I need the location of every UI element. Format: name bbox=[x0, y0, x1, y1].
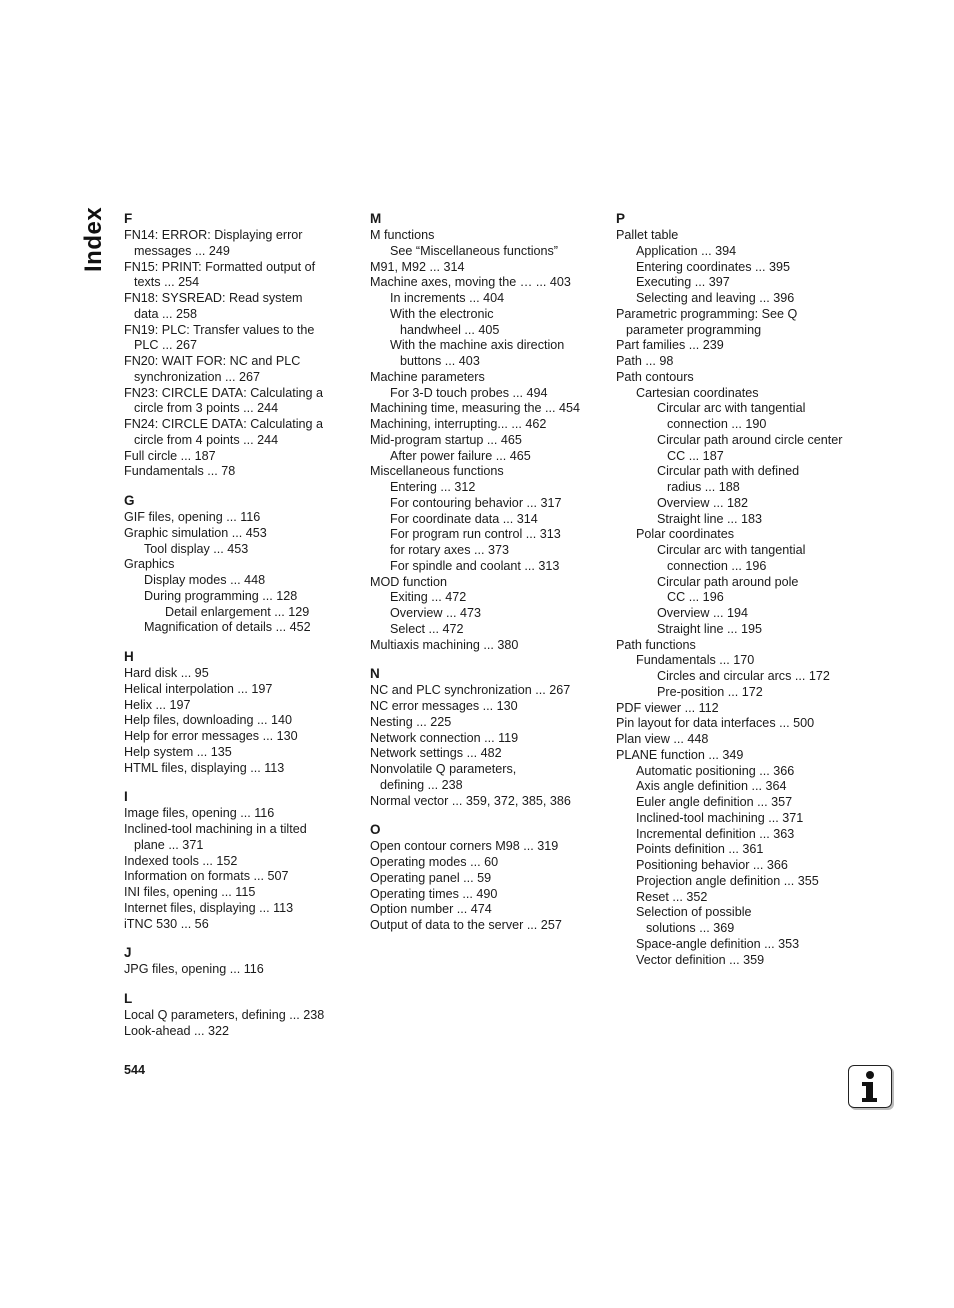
entry-text: Look-ahead ... 322 bbox=[124, 1023, 230, 1038]
entry-text: Plan view ... 448 bbox=[616, 732, 709, 746]
index-entry bbox=[370, 794, 598, 810]
index-entry bbox=[124, 291, 350, 323]
index-entry bbox=[370, 638, 598, 654]
index-entry bbox=[124, 449, 350, 465]
entry-continuation: radius ... 188 bbox=[667, 480, 740, 494]
index-entry bbox=[370, 433, 598, 449]
entry-text: Circular path around circle center bbox=[657, 432, 843, 447]
entry-text: Normal vector ... 359, 372, 385, 386 bbox=[370, 793, 571, 808]
entry-text: In increments ... 404 bbox=[390, 291, 505, 305]
entry-text: Information on formats ... 507 bbox=[124, 869, 289, 884]
entry-continuation: defining ... 238 bbox=[380, 777, 463, 792]
index-entry bbox=[616, 716, 856, 732]
entry-text: Inclined-tool machining ... 371 bbox=[636, 810, 804, 825]
section-letter: I bbox=[124, 789, 128, 805]
entry-text: See “Miscellaneous functions” bbox=[390, 243, 558, 258]
entry-text: Tool display ... 453 bbox=[144, 541, 249, 556]
entry-text: Circular arc with tangential bbox=[657, 543, 806, 557]
entry-text: Selection of possible bbox=[636, 905, 752, 920]
index-entry bbox=[370, 464, 598, 480]
entry-text: Inclined-tool machining in a tilted bbox=[124, 822, 307, 836]
index-entry bbox=[124, 822, 350, 854]
index-entry bbox=[616, 622, 856, 638]
entry-text: Path contours bbox=[616, 369, 694, 384]
entry-text: Graphics bbox=[124, 557, 175, 572]
entry-text: Image files, opening ... 116 bbox=[124, 806, 275, 821]
index-entry bbox=[124, 228, 350, 260]
entry-continuation: messages ... 249 bbox=[134, 243, 230, 258]
entry-text: FN24: CIRCLE DATA: Calculating a bbox=[124, 417, 324, 431]
index-entry bbox=[370, 715, 598, 731]
entry-text: For contouring behavior ... 317 bbox=[390, 495, 562, 510]
entry-text: PLANE function ... 349 bbox=[616, 747, 744, 762]
index-entry bbox=[124, 510, 350, 526]
index-entry bbox=[616, 401, 856, 433]
index-entry bbox=[616, 842, 856, 858]
index-entry bbox=[616, 653, 856, 669]
entry-text: MOD function bbox=[370, 574, 447, 589]
entry-text: Exiting ... 472 bbox=[390, 590, 467, 605]
entry-continuation: texts ... 254 bbox=[134, 275, 200, 290]
page-number: 544 bbox=[124, 1063, 146, 1077]
entry-text: Circular path with defined bbox=[657, 464, 800, 479]
index-entry bbox=[124, 713, 350, 729]
index-entry bbox=[370, 590, 598, 606]
entry-text: Path ... 98 bbox=[616, 354, 674, 368]
entry-text: Path functions bbox=[616, 637, 696, 652]
index-entry bbox=[370, 338, 598, 370]
entry-text: Pre-position ... 172 bbox=[657, 684, 763, 699]
entry-text: Full circle ... 187 bbox=[124, 448, 216, 463]
index-section bbox=[370, 822, 598, 934]
index-entry bbox=[616, 811, 856, 827]
entry-text: Network connection ... 119 bbox=[370, 730, 519, 745]
index-section bbox=[124, 789, 350, 932]
entry-text: Local Q parameters, defining ... 238 bbox=[124, 1008, 325, 1022]
index-section bbox=[124, 493, 350, 636]
index-entry bbox=[370, 575, 598, 591]
entry-text: Network settings ... 482 bbox=[370, 746, 502, 761]
index-entry bbox=[124, 854, 350, 870]
entry-text: FN14: ERROR: Displaying error bbox=[124, 228, 303, 242]
entry-text: Help files, downloading ... 140 bbox=[124, 713, 293, 728]
entry-text: Circles and circular arcs ... 172 bbox=[657, 669, 830, 683]
index-entry bbox=[124, 962, 350, 978]
entry-text: Helical interpolation ... 197 bbox=[124, 681, 273, 696]
index-entry bbox=[616, 307, 856, 339]
section-letter: P bbox=[616, 211, 626, 226]
index-entry bbox=[124, 542, 350, 558]
index-column-1 bbox=[124, 211, 350, 1053]
entry-continuation: CC ... 187 bbox=[667, 448, 724, 463]
index-entry bbox=[616, 685, 856, 701]
index-entry bbox=[616, 543, 856, 575]
index-column-3 bbox=[616, 211, 856, 981]
index-entry bbox=[616, 638, 856, 654]
entry-text: Cartesian coordinates bbox=[636, 385, 759, 400]
entry-continuation: CC ... 196 bbox=[667, 590, 724, 605]
entry-continuation: solutions ... 369 bbox=[646, 921, 735, 935]
entry-text: Select ... 472 bbox=[390, 621, 464, 636]
entry-text: Space-angle definition ... 353 bbox=[636, 936, 800, 951]
section-letter: F bbox=[124, 211, 133, 226]
entry-text: Machining, interrupting... ... 462 bbox=[370, 417, 547, 431]
entry-text: During programming ... 128 bbox=[144, 588, 298, 603]
entry-text: With the electronic bbox=[390, 306, 494, 321]
index-entry bbox=[370, 260, 598, 276]
index-entry bbox=[124, 557, 350, 573]
entry-text: Entering ... 312 bbox=[390, 480, 476, 494]
entry-continuation: connection ... 190 bbox=[667, 417, 767, 431]
entry-text: For program run control ... 313 bbox=[390, 527, 561, 542]
entry-text: Straight line ... 183 bbox=[657, 511, 763, 526]
index-entry bbox=[616, 795, 856, 811]
entry-text: for rotary axes ... 373 bbox=[390, 543, 509, 557]
section-letter: O bbox=[370, 822, 381, 838]
index-entry bbox=[124, 745, 350, 761]
index-entry bbox=[370, 228, 598, 244]
entry-text: With the machine axis direction bbox=[390, 338, 565, 353]
entry-text: Help for error messages ... 130 bbox=[124, 729, 298, 743]
entry-text: For 3-D touch probes ... 494 bbox=[390, 385, 548, 400]
entry-text: Operating modes ... 60 bbox=[370, 855, 499, 869]
index-entry bbox=[616, 779, 856, 795]
entry-text: Vector definition ... 359 bbox=[636, 952, 765, 967]
section-letter: H bbox=[124, 649, 134, 664]
index-entry bbox=[370, 606, 598, 622]
entry-text: Incremental definition ... 363 bbox=[636, 826, 795, 841]
info-glyph bbox=[856, 1070, 884, 1104]
entry-text: Straight line ... 195 bbox=[657, 621, 763, 636]
index-entry bbox=[370, 871, 598, 887]
index-entry bbox=[124, 761, 350, 777]
index-section bbox=[370, 211, 598, 653]
entry-text: Points definition ... 361 bbox=[636, 842, 764, 857]
entry-text: Display modes ... 448 bbox=[144, 573, 266, 587]
entry-text: Magnification of details ... 452 bbox=[144, 620, 311, 635]
index-entry bbox=[370, 291, 598, 307]
entry-text: FN19: PLC: Transfer values to the bbox=[124, 322, 315, 337]
index-entry bbox=[370, 559, 598, 575]
entry-text: Positioning behavior ... 366 bbox=[636, 858, 788, 872]
index-entry bbox=[616, 953, 856, 969]
index-entry bbox=[370, 855, 598, 871]
entry-text: Overview ... 182 bbox=[657, 495, 748, 510]
index-entry bbox=[370, 699, 598, 715]
info-icon bbox=[848, 1065, 892, 1108]
entry-text: Circular arc with tangential bbox=[657, 401, 806, 416]
entry-continuation: circle from 4 points ... 244 bbox=[134, 432, 279, 447]
entry-text: Indexed tools ... 152 bbox=[124, 853, 238, 868]
index-entry bbox=[370, 902, 598, 918]
index-entry bbox=[370, 480, 598, 496]
index-entry bbox=[124, 885, 350, 901]
entry-text: Application ... 394 bbox=[636, 243, 737, 258]
entry-text: iTNC 530 ... 56 bbox=[124, 916, 209, 931]
index-entry bbox=[124, 464, 350, 480]
entry-text: Internet files, displaying ... 113 bbox=[124, 900, 294, 915]
entry-text: Executing ... 397 bbox=[636, 275, 730, 290]
entry-text: Entering coordinates ... 395 bbox=[636, 259, 791, 274]
entry-text: Polar coordinates bbox=[636, 527, 735, 542]
index-entry bbox=[616, 228, 856, 244]
entry-continuation: synchronization ... 267 bbox=[134, 369, 261, 384]
index-entry bbox=[124, 620, 350, 636]
index-entry bbox=[124, 260, 350, 292]
entry-continuation: data ... 258 bbox=[134, 306, 198, 321]
index-entry bbox=[616, 606, 856, 622]
index-entry bbox=[616, 354, 856, 370]
entry-text: Option number ... 474 bbox=[370, 902, 492, 917]
index-section bbox=[124, 649, 350, 776]
index-entry bbox=[616, 748, 856, 764]
index-entry bbox=[370, 622, 598, 638]
index-entry bbox=[124, 698, 350, 714]
index-entry bbox=[370, 839, 598, 855]
index-entry bbox=[370, 386, 598, 402]
entry-text: Fundamentals ... 78 bbox=[124, 464, 236, 479]
entry-text: Pallet table bbox=[616, 228, 679, 242]
entry-text: Part families ... 239 bbox=[616, 338, 724, 353]
index-entry bbox=[616, 732, 856, 748]
entry-text: Projection angle definition ... 355 bbox=[636, 873, 819, 888]
index-entry bbox=[616, 512, 856, 528]
entry-text: Machine axes, moving the … ... 403 bbox=[370, 275, 571, 290]
entry-continuation: parameter programming bbox=[626, 322, 762, 337]
entry-text: Open contour corners M98 ... 319 bbox=[370, 839, 559, 854]
entry-text: Overview ... 473 bbox=[390, 606, 481, 620]
index-entry bbox=[124, 573, 350, 589]
index-entry bbox=[616, 244, 856, 260]
entry-continuation: plane ... 371 bbox=[134, 837, 204, 852]
entry-text: Detail enlargement ... 129 bbox=[165, 604, 310, 619]
index-entry bbox=[616, 496, 856, 512]
index-column-2 bbox=[370, 211, 598, 947]
entry-text: M functions bbox=[370, 228, 435, 242]
index-entry bbox=[616, 937, 856, 953]
entry-text: Pin layout for data interfaces ... 500 bbox=[616, 716, 815, 731]
entry-text: Automatic positioning ... 366 bbox=[636, 763, 795, 778]
entry-text: Machining time, measuring the ... 454 bbox=[370, 401, 581, 416]
index-entry bbox=[124, 417, 350, 449]
index-entry bbox=[616, 370, 856, 386]
index-entry bbox=[370, 527, 598, 543]
index-entry bbox=[616, 890, 856, 906]
index-entry bbox=[616, 858, 856, 874]
index-entry bbox=[616, 905, 856, 937]
index-entry bbox=[124, 354, 350, 386]
entry-text: FN18: SYSREAD: Read system bbox=[124, 291, 303, 305]
index-entry bbox=[370, 496, 598, 512]
index-entry bbox=[370, 746, 598, 762]
index-entry bbox=[370, 275, 598, 291]
index-entry bbox=[370, 512, 598, 528]
entry-text: Selecting and leaving ... 396 bbox=[636, 291, 795, 305]
entry-text: GIF files, opening ... 116 bbox=[124, 510, 261, 524]
section-letter: M bbox=[370, 211, 382, 226]
index-entry bbox=[124, 901, 350, 917]
section-letter: G bbox=[124, 493, 135, 508]
entry-text: Axis angle definition ... 364 bbox=[636, 779, 787, 794]
index-entry bbox=[370, 762, 598, 794]
entry-text: Output of data to the server ... 257 bbox=[370, 918, 562, 932]
entry-text: Helix ... 197 bbox=[124, 697, 191, 712]
section-letter: N bbox=[370, 666, 380, 682]
entry-text: Overview ... 194 bbox=[657, 606, 748, 620]
index-entry bbox=[124, 666, 350, 682]
entry-text: Operating times ... 490 bbox=[370, 886, 498, 901]
index-entry bbox=[370, 417, 598, 433]
entry-text: PDF viewer ... 112 bbox=[616, 700, 719, 715]
entry-text: FN23: CIRCLE DATA: Calculating a bbox=[124, 385, 324, 400]
index-entry bbox=[124, 589, 350, 605]
index-section bbox=[370, 666, 598, 809]
index-entry bbox=[616, 275, 856, 291]
entry-text: For coordinate data ... 314 bbox=[390, 511, 538, 526]
index-entry bbox=[616, 433, 856, 465]
index-entry bbox=[124, 526, 350, 542]
entry-text: Parametric programming: See Q bbox=[616, 306, 798, 321]
index-entry bbox=[124, 806, 350, 822]
index-entry bbox=[616, 464, 856, 496]
entry-text: Circular path around pole bbox=[657, 574, 799, 589]
entry-text: Miscellaneous functions bbox=[370, 464, 504, 479]
entry-text: HTML files, displaying ... 113 bbox=[124, 760, 285, 775]
entry-text: Reset ... 352 bbox=[636, 889, 708, 904]
entry-text: Hard disk ... 95 bbox=[124, 666, 209, 680]
entry-text: Operating panel ... 59 bbox=[370, 870, 492, 885]
entry-text: FN15: PRINT: Formatted output of bbox=[124, 259, 316, 274]
index-entry bbox=[370, 731, 598, 747]
section-letter: L bbox=[124, 991, 133, 1006]
entry-text: M91, M92 ... 314 bbox=[370, 259, 465, 274]
entry-text: Nonvolatile Q parameters, bbox=[370, 762, 517, 776]
entry-text: INI files, opening ... 115 bbox=[124, 885, 256, 899]
index-entry bbox=[124, 729, 350, 745]
entry-text: NC error messages ... 130 bbox=[370, 699, 518, 713]
index-entry bbox=[124, 323, 350, 355]
entry-text: Machine parameters bbox=[370, 369, 485, 384]
entry-continuation: connection ... 196 bbox=[667, 558, 767, 573]
entry-text: Euler angle definition ... 357 bbox=[636, 795, 793, 809]
index-entry bbox=[124, 1008, 350, 1024]
index-entry bbox=[616, 338, 856, 354]
index-entry bbox=[616, 291, 856, 307]
index-entry bbox=[370, 683, 598, 699]
entry-text: Fundamentals ... 170 bbox=[636, 653, 755, 668]
index-section bbox=[124, 945, 350, 978]
entry-text: Graphic simulation ... 453 bbox=[124, 525, 267, 540]
index-entry bbox=[370, 918, 598, 934]
index-entry bbox=[616, 874, 856, 890]
entry-text: Mid-program startup ... 465 bbox=[370, 432, 522, 447]
entry-text: FN20: WAIT FOR: NC and PLC bbox=[124, 354, 301, 368]
index-section bbox=[616, 211, 856, 968]
index-side-title: Index bbox=[80, 206, 107, 272]
index-entry bbox=[370, 449, 598, 465]
index-entry bbox=[124, 1024, 350, 1040]
entry-continuation: PLC ... 267 bbox=[134, 338, 198, 353]
entry-text: NC and PLC synchronization ... 267 bbox=[370, 683, 571, 698]
entry-text: After power failure ... 465 bbox=[390, 448, 531, 463]
index-entry bbox=[124, 917, 350, 933]
index-entry bbox=[370, 887, 598, 903]
entry-text: Nesting ... 225 bbox=[370, 714, 452, 729]
index-entry bbox=[616, 575, 856, 607]
index-entry bbox=[370, 370, 598, 386]
index-entry bbox=[124, 386, 350, 418]
index-entry bbox=[616, 669, 856, 685]
entry-continuation: handwheel ... 405 bbox=[400, 322, 500, 337]
index-entry bbox=[616, 827, 856, 843]
entry-continuation: circle from 3 points ... 244 bbox=[134, 401, 279, 416]
entry-text: JPG files, opening ... 116 bbox=[124, 962, 264, 977]
index-section bbox=[124, 991, 350, 1040]
entry-continuation: buttons ... 403 bbox=[400, 354, 480, 368]
entry-text: Help system ... 135 bbox=[124, 744, 232, 759]
index-entry bbox=[370, 244, 598, 260]
index-section bbox=[124, 211, 350, 480]
entry-text: Multiaxis machining ... 380 bbox=[370, 637, 519, 652]
index-entry bbox=[616, 701, 856, 717]
index-entry bbox=[616, 764, 856, 780]
section-letter: J bbox=[124, 945, 132, 961]
index-entry bbox=[124, 682, 350, 698]
index-entry bbox=[616, 527, 856, 543]
entry-text: For spindle and coolant ... 313 bbox=[390, 558, 560, 573]
index-entry bbox=[370, 401, 598, 417]
index-entry bbox=[616, 260, 856, 276]
index-entry bbox=[370, 307, 598, 339]
index-entry bbox=[124, 605, 350, 621]
index-entry bbox=[370, 543, 598, 559]
index-entry bbox=[124, 869, 350, 885]
index-entry bbox=[616, 386, 856, 402]
